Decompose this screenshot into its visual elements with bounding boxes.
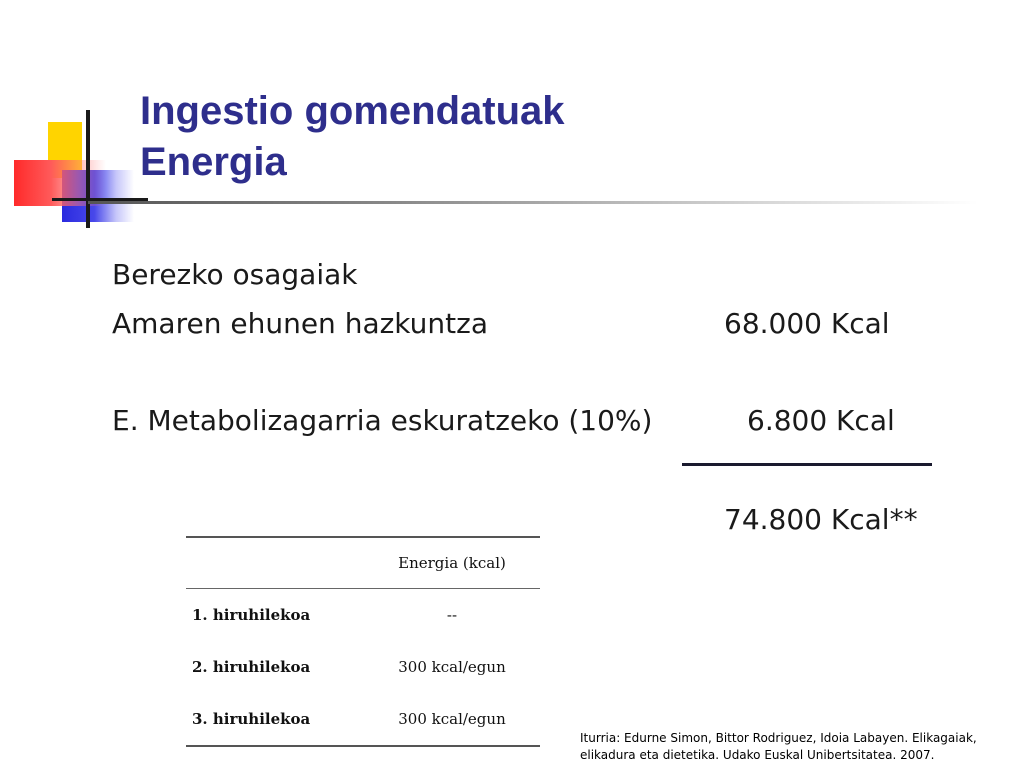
sum-underline <box>682 463 932 466</box>
table-header-energy: Energia (kcal) <box>398 554 506 572</box>
slide-title <box>140 86 565 188</box>
table-header-row <box>186 538 540 588</box>
row2-label: E. Metabolizagarria eskuratzeko (10%) <box>112 404 653 437</box>
table-row-label: 3. hiruhilekoa <box>192 710 311 728</box>
table-row <box>186 589 540 641</box>
table-row <box>186 693 540 745</box>
row2-value: 6.800 Kcal <box>747 404 895 437</box>
table-row-value: 300 kcal/egun <box>398 658 506 676</box>
row1-value: 68.000 Kcal <box>724 307 890 340</box>
total-value: 74.800 Kcal** <box>724 503 918 536</box>
table-row-value: -- <box>446 606 458 624</box>
source-line1: Iturria: Edurne Simon, Bittor Rodriguez, Idoia Labayen. Elikagaiak, <box>580 731 977 745</box>
energy-table <box>186 536 540 747</box>
source-note <box>580 730 1020 764</box>
slide-title-line1: Ingestio gomendatuak <box>140 89 565 133</box>
deco-vertical-line <box>86 110 90 228</box>
title-underline <box>88 201 978 204</box>
table-row <box>186 641 540 693</box>
table-bottom-rule <box>186 745 540 747</box>
row1-label: Amaren ehunen hazkuntza <box>112 307 488 340</box>
table-row-label: 1. hiruhilekoa <box>192 606 311 624</box>
table-row-label: 2. hiruhilekoa <box>192 658 311 676</box>
table-row-value: 300 kcal/egun <box>398 710 506 728</box>
source-line2: elikadura eta dietetika. Udako Euskal Unibertsitatea. 2007. <box>580 748 935 762</box>
content-heading: Berezko osagaiak <box>112 258 358 291</box>
slide-title-line2: Energia <box>140 140 287 184</box>
